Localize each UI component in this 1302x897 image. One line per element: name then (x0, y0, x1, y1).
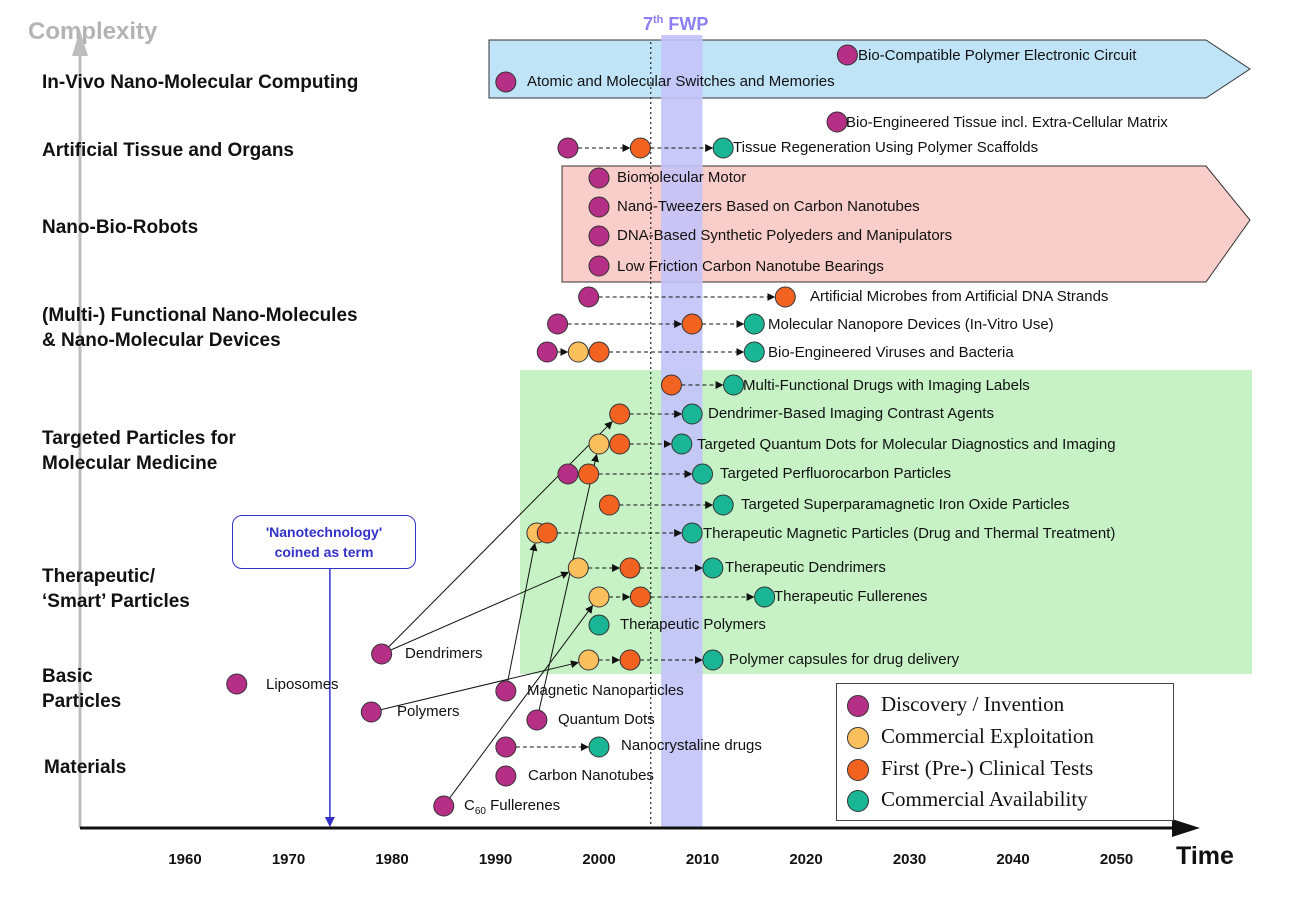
category-label: (Multi-) Functional Nano-Molecules & Nano-Molecular Devices (42, 305, 358, 351)
tech-label: Liposomes (266, 676, 339, 693)
tech-label: Bio-Engineered Tissue incl. Extra-Cellular Matrix (846, 114, 1168, 131)
tech-label: Polymers (397, 703, 460, 720)
x-tick-label: 1990 (478, 851, 513, 868)
stage-dot-availability (672, 434, 692, 454)
tech-label: Atomic and Molecular Switches and Memories (527, 73, 835, 90)
stage-dot-availability (724, 375, 744, 395)
x-tick-label: 2040 (996, 851, 1030, 868)
legend-dot-availability (847, 790, 869, 812)
stage-dot-discovery (558, 138, 578, 158)
stage-dot-availability (589, 737, 609, 757)
stage-dot-clinical (661, 375, 681, 395)
stage-dot-availability (703, 558, 723, 578)
category-label: Materials (44, 757, 127, 778)
stage-dot-exploitation (589, 587, 609, 607)
tech-label: Nanocrystaline drugs (621, 737, 762, 754)
legend-dot-clinical (847, 759, 869, 781)
stage-dot-exploitation (579, 650, 599, 670)
category-label: Therapeutic/ ‘Smart’ Particles (42, 566, 190, 612)
legend-label: Commercial Availability (881, 787, 1088, 811)
stage-dot-clinical (599, 495, 619, 515)
stage-dot-availability (744, 314, 764, 334)
x-tick-label: 2000 (582, 851, 616, 868)
tech-label: Bio-Engineered Viruses and Bacteria (768, 344, 1014, 361)
stage-dot-availability (744, 342, 764, 362)
x-tick-label: 1980 (375, 851, 409, 868)
x-tick-label: 2050 (1099, 851, 1134, 868)
stage-dot-discovery (558, 464, 578, 484)
category-label: In-Vivo Nano-Molecular Computing (42, 72, 359, 93)
stage-dot-availability (589, 615, 609, 635)
category-label: Artificial Tissue and Organs (42, 140, 295, 161)
legend-label: Commercial Exploitation (881, 724, 1094, 748)
tech-label: Molecular Nanopore Devices (In-Vitro Use) (768, 316, 1054, 333)
stage-dot-discovery (589, 256, 609, 276)
tech-label: Targeted Superparamagnetic Iron Oxide Particles (741, 496, 1070, 513)
fwp-band (661, 35, 702, 828)
stage-dot-clinical (682, 314, 702, 334)
stage-dot-discovery (496, 72, 516, 92)
tech-label: Therapeutic Magnetic Particles (Drug and Thermal Treatment) (703, 525, 1116, 542)
stage-dot-exploitation (568, 342, 588, 362)
stage-dot-discovery (527, 710, 547, 730)
tech-label-c60 (464, 797, 560, 821)
tech-label: Therapeutic Polymers (620, 616, 766, 633)
stage-dot-availability (682, 404, 702, 424)
tech-label: Artificial Microbes from Artificial DNA Strands (810, 288, 1109, 305)
y-axis-title: Complexity (28, 18, 158, 45)
stage-dot-discovery (589, 197, 609, 217)
legend-label: Discovery / Invention (881, 692, 1065, 716)
stage-dot-availability (693, 464, 713, 484)
x-tick-label: 1960 (168, 851, 202, 868)
tech-label: Magnetic Nanoparticles (527, 682, 684, 699)
tech-label: Therapeutic Fullerenes (774, 588, 928, 605)
fwp-label-base: 7 (643, 14, 654, 34)
tech-label: Polymer capsules for drug delivery (729, 651, 960, 668)
legend-dot-discovery (847, 695, 869, 717)
stage-dot-clinical (589, 342, 609, 362)
tech-label: Bio-Compatible Polymer Electronic Circuit (858, 47, 1137, 64)
category-label: Targeted Particles for Molecular Medicine (42, 428, 236, 474)
fwp-label-sup: th (653, 14, 664, 26)
stage-dot-discovery (434, 796, 454, 816)
category-label: Nano-Bio-Robots (42, 217, 199, 238)
category-label: Basic Particles (42, 666, 122, 712)
tech-label: Carbon Nanotubes (528, 767, 654, 784)
fwp-label-rest: FWP (663, 14, 709, 34)
stage-dot-exploitation (589, 434, 609, 454)
stage-dot-discovery (372, 644, 392, 664)
stage-dot-clinical (537, 523, 557, 543)
tech-label: DNA-Based Synthetic Polyeders and Manipulators (617, 227, 953, 244)
stage-dot-clinical (610, 404, 630, 424)
stage-dot-availability (713, 495, 733, 515)
tech-label: Multi-Functional Drugs with Imaging Labels (743, 377, 1030, 394)
fwp-label (643, 14, 708, 35)
x-tick-label: 1970 (271, 851, 306, 868)
x-tick-label: 2010 (685, 851, 720, 868)
legend-label: First (Pre-) Clinical Tests (881, 756, 1094, 780)
stage-dot-discovery (537, 342, 557, 362)
stage-dot-clinical (775, 287, 795, 307)
stage-dot-clinical (630, 587, 650, 607)
tech-label: Low Friction Carbon Nanotube Bearings (617, 258, 884, 275)
c60-sub: 60 (474, 806, 486, 817)
stage-dot-availability (703, 650, 723, 670)
c60-base: C (464, 797, 475, 814)
stage-dot-clinical (620, 558, 640, 578)
tech-label: Dendrimers (405, 645, 483, 662)
stage-dot-discovery (837, 45, 857, 65)
callout-line-2: coined as term (274, 544, 374, 560)
stage-dot-discovery (589, 226, 609, 246)
legend-dot-exploitation (847, 727, 869, 749)
x-tick-label: 2020 (789, 851, 823, 868)
stage-dot-clinical (630, 138, 650, 158)
stage-dot-discovery (827, 112, 847, 132)
tech-label: Therapeutic Dendrimers (725, 559, 886, 576)
stage-dot-clinical (620, 650, 640, 670)
stage-dot-clinical (610, 434, 630, 454)
nanotechnology-callout (232, 515, 416, 569)
callout-line-1: 'Nanotechnology' (265, 524, 383, 540)
legend (836, 683, 1174, 821)
tech-label: Nano-Tweezers Based on Carbon Nanotubes (617, 198, 920, 215)
stage-dot-discovery (496, 737, 516, 757)
c60-rest: Fullerenes (485, 797, 561, 814)
stage-dot-availability (682, 523, 702, 543)
stage-dot-discovery (227, 674, 247, 694)
stage-dot-discovery (579, 287, 599, 307)
tech-label: Targeted Perfluorocarbon Particles (720, 465, 951, 482)
stage-dot-availability (755, 587, 775, 607)
stage-dot-discovery (496, 766, 516, 786)
stage-dot-exploitation (568, 558, 588, 578)
stage-dot-clinical (579, 464, 599, 484)
x-axis-title: Time (1176, 842, 1234, 870)
tech-label: Targeted Quantum Dots for Molecular Diagnostics and Imaging (697, 436, 1116, 453)
stage-dot-discovery (589, 168, 609, 188)
tech-label: Tissue Regeneration Using Polymer Scaffolds (733, 139, 1039, 156)
stage-dot-availability (713, 138, 733, 158)
stage-dot-discovery (496, 681, 516, 701)
x-axis-arrowhead (1172, 819, 1200, 837)
tech-label: Quantum Dots (558, 711, 655, 728)
tech-label: Biomolecular Motor (617, 169, 747, 186)
tech-label: Dendrimer-Based Imaging Contrast Agents (708, 405, 994, 422)
stage-dot-discovery (548, 314, 568, 334)
stage-dot-discovery (361, 702, 381, 722)
x-tick-label: 2030 (892, 851, 927, 868)
